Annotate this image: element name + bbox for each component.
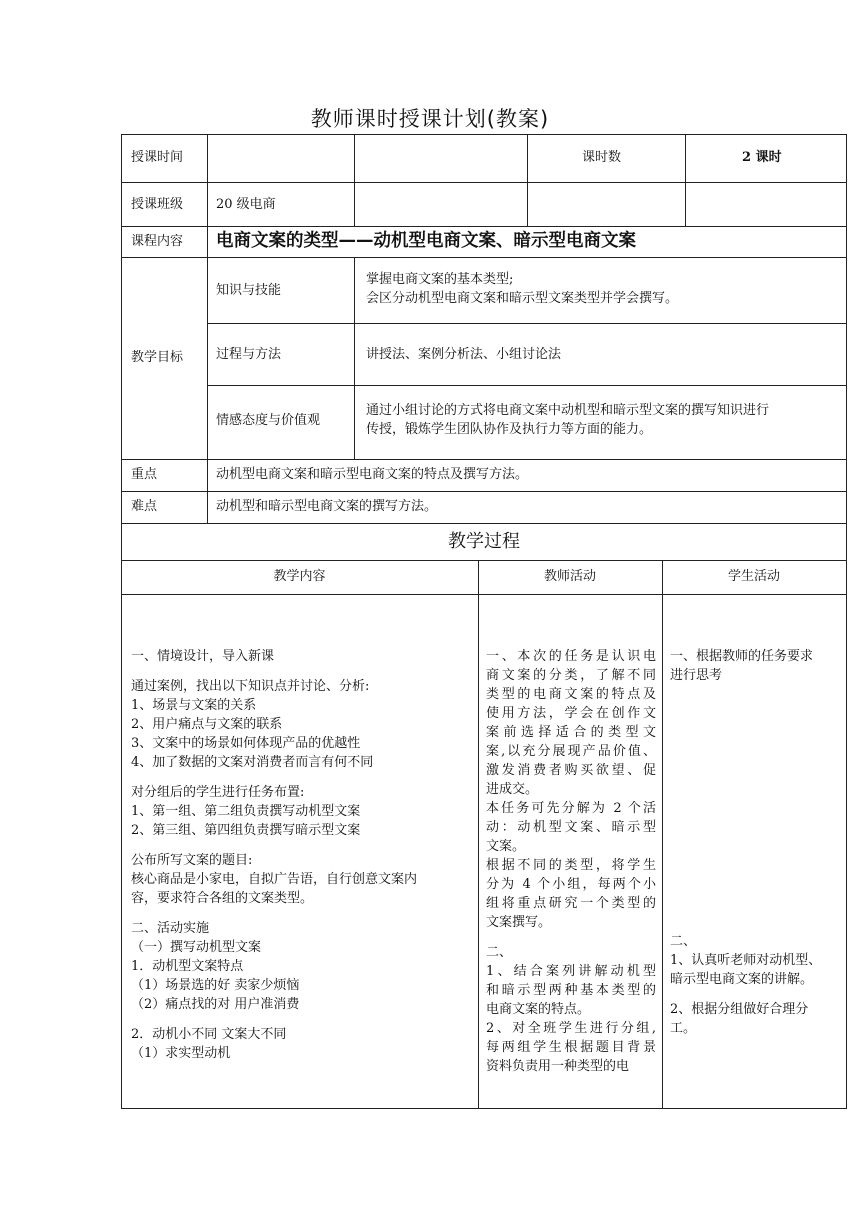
objective-process-text: 讲授法、案例分析法、小组讨论法 (366, 347, 562, 362)
text-line: 工。 (670, 1021, 697, 1036)
text-line: 会区分动机型电商文案和暗示型文案类型并学会撰写。 (366, 291, 679, 306)
text-line: 二、 (670, 934, 697, 949)
text-line: 传授，锻炼学生团队协作及执行力等方面的能力。 (366, 422, 653, 437)
text-line: 1、场景与文案的关系 (131, 698, 257, 713)
text-line: 和暗示型两种基本类型的 (486, 983, 656, 998)
objective-attitude-label: 情感态度与价值观 (216, 413, 321, 428)
text-line: 进成交。 (486, 782, 539, 797)
key-point-value: 动机型电商文案和暗示型电商文案的特点及撰写方法。 (216, 467, 529, 482)
text-line: 组将重点研究一个类型的 (486, 896, 656, 911)
difficulty-label: 难点 (131, 499, 158, 514)
col-header-teacher: 教师活动 (543, 569, 596, 584)
col-header-student: 学生活动 (727, 569, 780, 584)
text-line: 根据不同的类型，将学生 (486, 858, 656, 873)
text-line: （一）撰写动机型文案 (131, 940, 262, 955)
text-line: 2．动机小不同 文案大不同 (131, 1027, 287, 1042)
text-line: 文案。 (486, 839, 526, 854)
content-label: 课程内容 (131, 234, 184, 249)
text-line: （1）场景选的好 卖家少烦恼 (131, 978, 300, 993)
blank-line (486, 932, 656, 943)
text-line: （1）求实型动机 (131, 1046, 231, 1061)
text-line: 掌握电商文案的基本类型; (366, 272, 514, 287)
text-line: 1、认真听老师对动机型、 (670, 953, 822, 968)
blank-line (131, 666, 417, 677)
blank-line (131, 1014, 417, 1025)
text-line: 进行思考 (670, 668, 723, 683)
text-line: 动：动机型文案、暗示型 (486, 820, 656, 835)
text-line: （2）痛点找的对 用户准消费 (131, 997, 300, 1012)
text-line: 激发消费者购买欲望、促 (486, 763, 656, 778)
blank-line (131, 840, 417, 851)
process-content-text (131, 647, 417, 1063)
text-line: 暗示型电商文案的讲解。 (670, 972, 814, 987)
col-header-content: 教学内容 (273, 569, 326, 584)
text-line: 1、结合案列讲解动机型 (486, 964, 656, 979)
text-line: 2、对全班学生进行分组, (486, 1021, 656, 1036)
text-line: 一、根据教师的任务要求 (670, 649, 814, 664)
text-line: 一、本次的任务是认识电 (486, 649, 656, 664)
objective-attitude-text (366, 401, 769, 439)
text-line: 1．动机型文案特点 (131, 959, 244, 974)
text-line: 4、加了数据的文案对消费者而言有何不同 (131, 755, 374, 770)
text-line: 类型的电商文案的特点及 (486, 687, 656, 702)
process-heading: 教学过程 (448, 531, 520, 552)
objective-knowledge-text (366, 270, 678, 308)
text-line: 二、活动实施 (131, 921, 210, 936)
blank-line (670, 989, 821, 1000)
objective-knowledge-label: 知识与技能 (216, 283, 282, 298)
text-line: 电商文案的特点。 (486, 1002, 591, 1017)
text-line: 二、 (486, 945, 513, 960)
course-content-value: 电商文案的类型——动机型电商文案、暗示型电商文案 (216, 231, 636, 251)
text-line: 1、第一组、第二组负责撰写动机型文案 (131, 804, 361, 819)
key-point-label: 重点 (131, 467, 158, 482)
process-student-text-1 (670, 647, 813, 685)
text-line: 2、第三组、第四组负责撰写暗示型文案 (131, 823, 361, 838)
class-value: 20 级电商 (216, 197, 276, 212)
text-line: 案前选择适合的类型文 (486, 725, 656, 740)
text-line: 2、根据分组做好合理分 (670, 1002, 809, 1017)
text-line: 商文案的分类，了解不同 (486, 668, 656, 683)
text-line: 每两组学生根据题目背景 (486, 1040, 656, 1055)
text-line: 容，要求符合各组的文案类型。 (131, 891, 314, 906)
text-line: 对分组后的学生进行任务布置: (131, 785, 305, 800)
process-teacher-text (486, 647, 656, 1076)
text-line: 一、情境设计，导入新课 (131, 649, 275, 664)
text-line: 核心商品是小家电，自拟广告语，自行创意文案内 (131, 872, 418, 887)
objective-process-label: 过程与方法 (216, 347, 282, 362)
text-line: 公布所写文案的题目: (131, 853, 253, 868)
time-label: 授课时间 (131, 150, 184, 165)
page-title: 教师课时授课计划(教案) (310, 107, 550, 131)
process-student-text-2 (670, 932, 821, 1038)
blank-line (131, 908, 417, 919)
hours-label: 课时数 (582, 150, 622, 165)
difficulty-value: 动机型和暗示型电商文案的撰写方法。 (216, 499, 438, 514)
text-line: 通过案例，找出以下知识点并讨论、分析: (131, 679, 370, 694)
text-line: 案,以充分展现产品价值、 (486, 744, 656, 759)
class-label: 授课班级 (131, 197, 184, 212)
text-line: 文案撰写。 (486, 915, 552, 930)
hours-value: 2 课时 (742, 150, 782, 165)
objectives-label: 教学目标 (131, 350, 184, 365)
text-line: 分为 4 个小组，每两个小 (486, 877, 656, 892)
text-line: 2、用户痛点与文案的联系 (131, 717, 283, 732)
blank-line (131, 772, 417, 783)
text-line: 本任务可先分解为 2 个活 (486, 801, 656, 816)
text-line: 资料负责用一种类型的电 (486, 1059, 630, 1074)
text-line: 通过小组讨论的方式将电商文案中动机型和暗示型文案的撰写知识进行 (366, 403, 770, 418)
text-line: 使用方法，学会在创作文 (486, 706, 656, 721)
text-line: 3、文案中的场景如何体现产品的优越性 (131, 736, 361, 751)
